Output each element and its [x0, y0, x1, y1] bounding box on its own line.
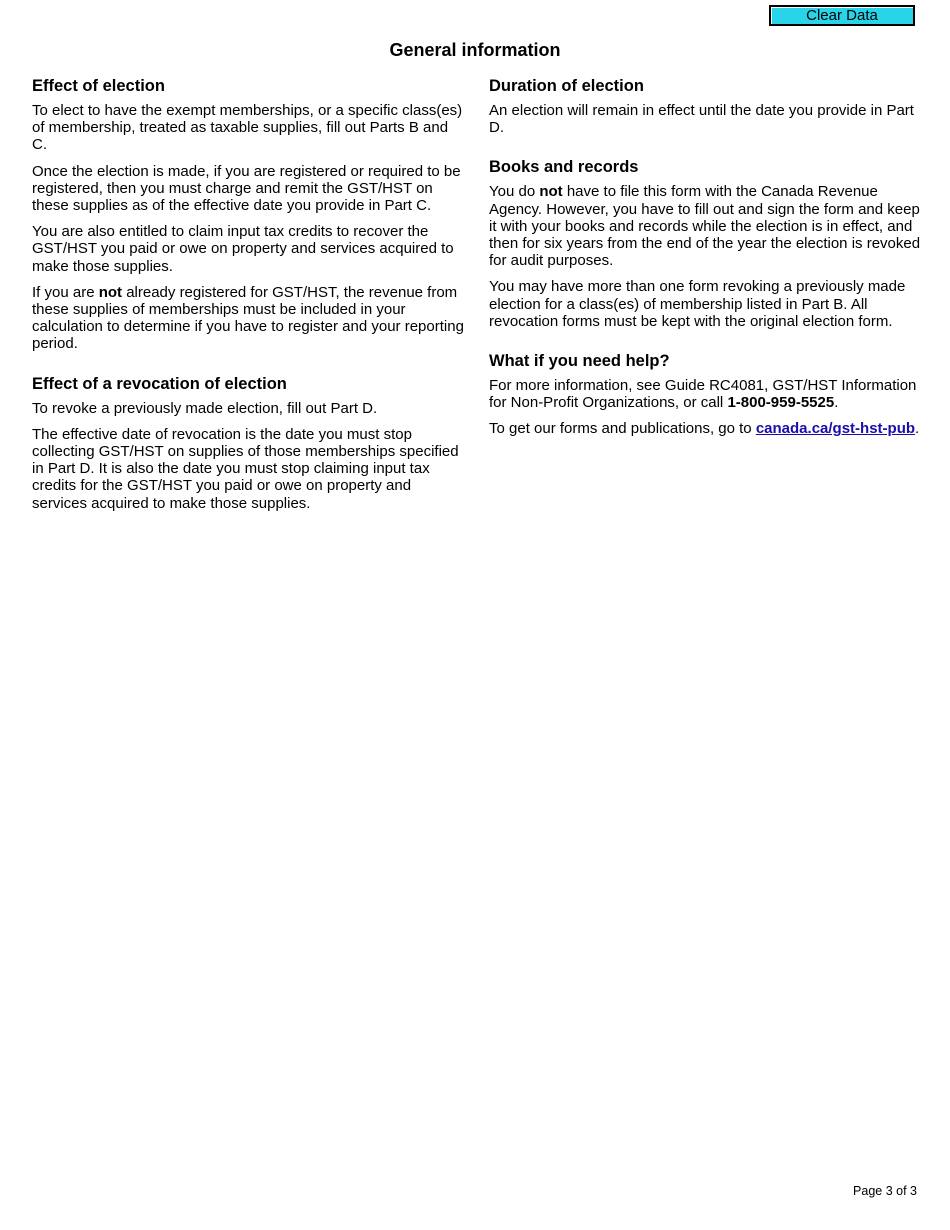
books-records-section	[489, 157, 921, 330]
effect-of-revocation-heading: Effect of a revocation of election	[32, 374, 287, 393]
effect-of-revocation-paragraph-1: To revoke a previously made election, fill out Part D.	[32, 399, 378, 417]
effect-of-revocation-section	[32, 374, 464, 512]
left-column	[32, 76, 464, 533]
books-p1-before: You do	[489, 183, 540, 201]
duration-paragraph-1: An election will remain in effect until the date you provide in Part D.	[489, 102, 914, 137]
books-p1-after: have to file this form with the Canada Revenue Agency. However, you have to fill out and sign the form and keep it with your books and records while the election is in effect, and then for six years from the end of the year the election is revoked for audit purposes.	[489, 183, 921, 270]
clear-data-button[interactable]: Clear Data	[769, 5, 915, 26]
page-number: Page 3 of 3	[853, 1184, 917, 1198]
help-paragraph-2	[489, 420, 921, 437]
help-section	[489, 351, 921, 438]
help-phone-number: 1-800-959-5525	[727, 394, 835, 412]
help-paragraph-1	[489, 377, 921, 411]
effect-of-election-paragraph-3: You are also entitled to claim input tax credits to recover the GST/HST you paid or owe on property and services acquired to make those supplies.	[32, 223, 454, 275]
help-p2-after: .	[915, 420, 920, 438]
effect-of-election-paragraph-4	[32, 284, 464, 353]
effect-of-revocation-paragraph-2: The effective date of revocation is the date you must stop collecting GST/HST on supplies of those memberships specified in Part D. It is also the date you must stop claiming input tax credits for the GST/HST you paid or owe on property and services acquired to make those supplies.	[32, 425, 459, 512]
effect-of-election-heading: Effect of election	[32, 77, 165, 95]
p4-bold-not: not	[98, 283, 123, 301]
page-title: General information	[389, 40, 561, 60]
p4-text-before: If you are	[32, 283, 99, 301]
right-column	[489, 76, 921, 459]
publications-link[interactable]: canada.ca/gst-hst-pub	[755, 420, 916, 438]
duration-section	[489, 76, 921, 136]
help-p1-after: .	[834, 394, 839, 412]
p4-text-after: already registered for GST/HST, the revenue from these supplies of memberships must be included in your calculation to determine if you have to register and your reporting period.	[32, 283, 464, 353]
books-records-paragraph-1	[489, 183, 921, 269]
duration-heading: Duration of election	[489, 77, 644, 95]
help-p2-before: To get our forms and publications, go to	[489, 420, 756, 438]
effect-of-election-paragraph-2: Once the election is made, if you are registered or required to be registered, then you must charge and remit the GST/HST on these supplies as of the effective date you provide in Part C.	[32, 162, 461, 215]
help-p1-before: For more information, see Guide RC4081, GST/HST Information for Non-Profit Organizations, or call	[489, 377, 917, 412]
help-heading: What if you need help?	[489, 352, 670, 371]
books-records-paragraph-2: You may have more than one form revoking a previously made election for a class(es) of membership listed in Part B. All revocation forms must be kept with the original election form.	[489, 278, 906, 330]
effect-of-election-paragraph-1: To elect to have the exempt memberships, or a specific class(es) of membership, treated as taxable supplies, fill out Parts B and C.	[32, 102, 463, 154]
effect-of-election-section	[32, 76, 464, 353]
books-records-heading: Books and records	[489, 158, 639, 177]
books-p1-bold-not: not	[539, 183, 563, 201]
